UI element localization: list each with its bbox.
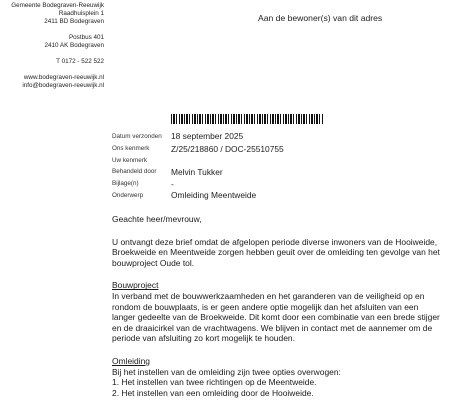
meta-value: - [171, 178, 174, 189]
section-heading-omleiding: Omleiding [112, 355, 150, 366]
meta-label: Onderwerp [112, 191, 144, 199]
list-item: 2. Het instellen van een omleiding door de Hooiweide. [112, 387, 314, 398]
options-list [112, 377, 442, 398]
recipient-address: Aan de bewoner(s) van dit adres [258, 13, 383, 23]
letter-body [112, 214, 442, 398]
intro-paragraph: U ontvangt deze brief omdat de afgelopen periode diverse inwoners van de Hooiweide, Broekweide en Meentweide zorgen hebben geuit over de omleiding ten gevolge van het bouwproject Oude tol. [112, 236, 440, 268]
list-item: 1. Het instellen van twee richtingen op de Meentweide. [112, 377, 317, 388]
section-heading-bouwproject: Bouwproject [112, 280, 159, 291]
sender-postal-city: 2411 BD Bodegraven [44, 18, 104, 25]
sender-org: Gemeente Bodegraven-Reeuwijk [11, 2, 104, 9]
letter-meta-table [112, 130, 284, 201]
sender-email: info@bodegraven-reeuwijk.nl [22, 82, 104, 89]
meta-row [112, 166, 284, 179]
sender-street: Raadhuisplein 1 [58, 10, 104, 17]
meta-value: Melvin Tukker [171, 166, 223, 177]
meta-label: Ons kenmerk [112, 145, 150, 153]
meta-value: 18 september 2025 [171, 131, 244, 142]
meta-label: Datum verzonden [112, 132, 162, 140]
meta-label: Behandeld door [112, 168, 157, 176]
meta-row [112, 178, 284, 189]
meta-value: Omleiding Meentweide [171, 190, 257, 201]
bouwproject-paragraph: In verband met de bouwwerkzaamheden en het garanderen van de veiligheid op en rondom de bouwplaats, is er geen andere optie mogelijk dan het afsluiten van een langer gedeelte van de Broekweide. Dit komt door een combinatie van een brede stijger en de draaicirkel van de vrachtwagens. We blijven in contact met de aannemer om de periode van afsluiting zo kort mogelijk te houden. [112, 290, 440, 344]
salutation: Geachte heer/mevrouw, [112, 214, 202, 224]
meta-row [112, 155, 284, 166]
meta-row [112, 143, 284, 156]
meta-value: Z/25/218860 / DOC-25510755 [171, 143, 284, 154]
sender-postbus-city: 2410 AK Bodegraven [44, 42, 104, 49]
meta-row [112, 130, 284, 143]
sender-phone: T 0172 - 522 522 [56, 58, 104, 65]
barcode [171, 114, 324, 124]
sender-website: www.bodegraven-reeuwijk.nl [23, 74, 104, 81]
meta-row [112, 189, 284, 202]
sender-block [0, 2, 104, 90]
meta-value [171, 155, 284, 166]
meta-label: Uw kenmerk [112, 156, 147, 164]
sender-postbus: Postbus 401 [68, 34, 104, 41]
omleiding-paragraph: Bij het instellen van de omleiding zijn twee opties overwogen: [112, 366, 341, 377]
meta-label: Bijlage(n) [112, 180, 139, 188]
